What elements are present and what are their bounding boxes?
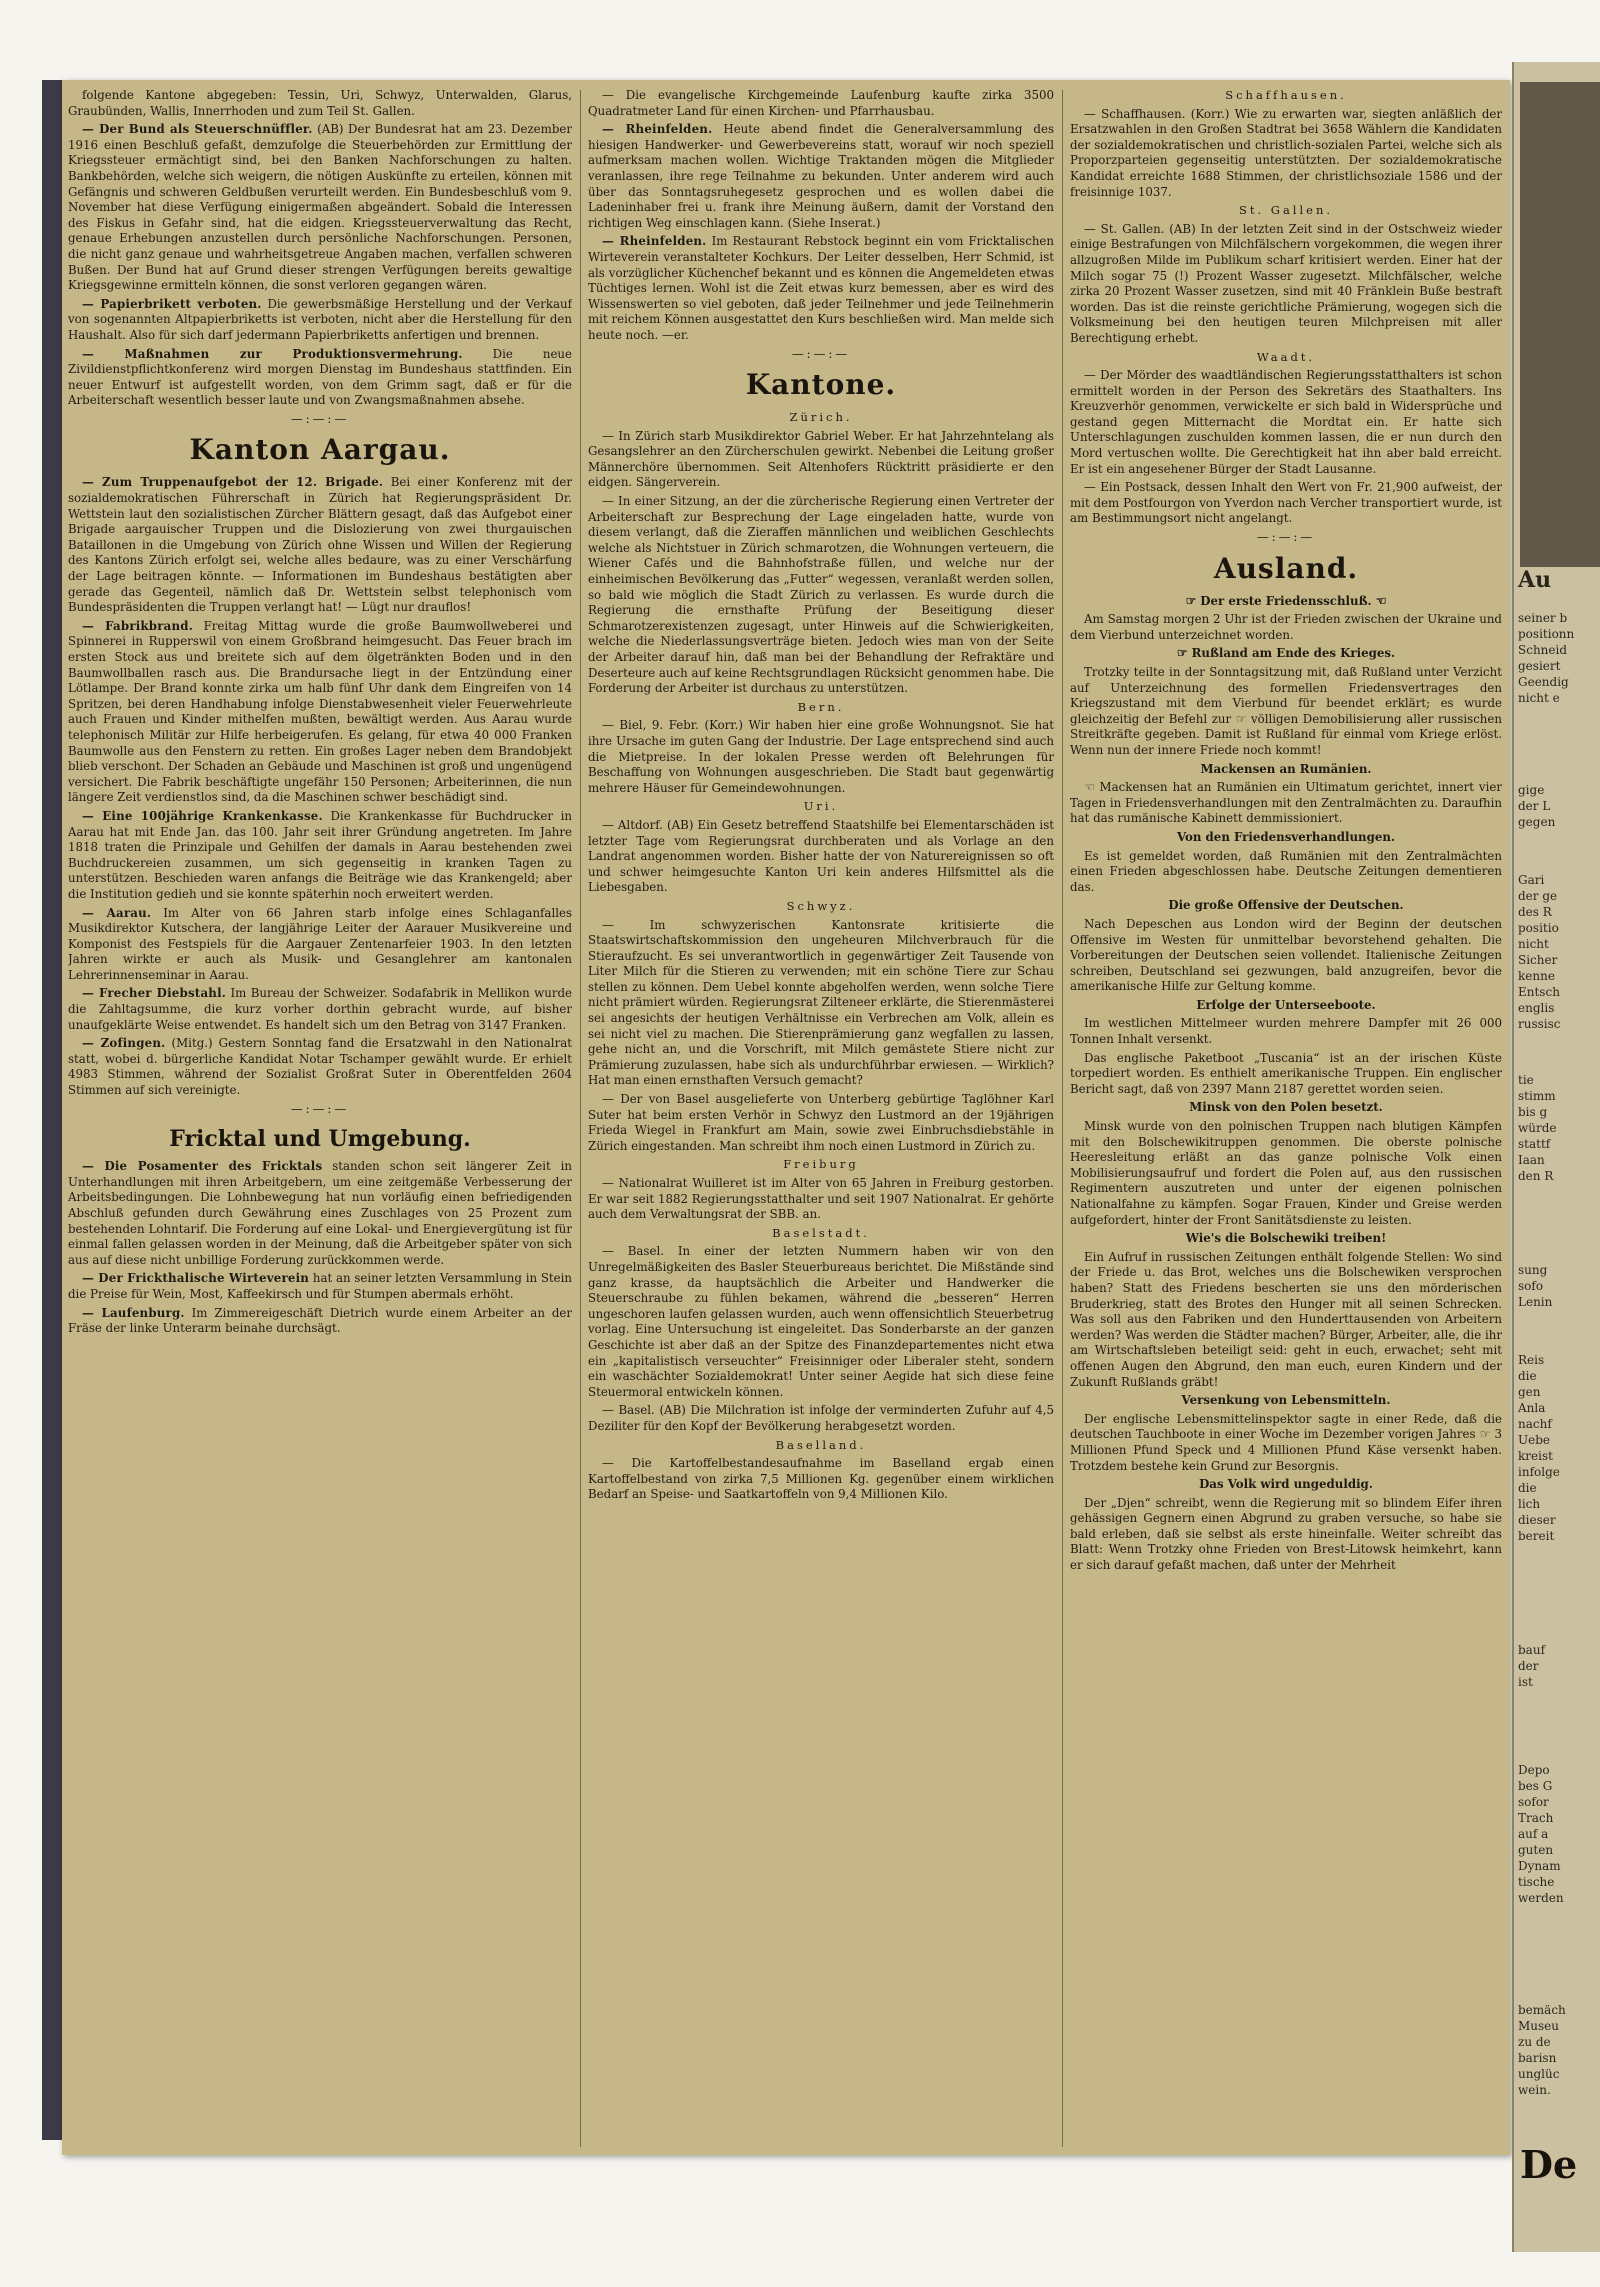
article-heading: — Rheinfelden. [602, 234, 707, 249]
column-rule [580, 90, 581, 2147]
article-text: Der englische Lebensmittelinspektor sagte in einer Rede, daß die deutschen Tauchboote in einer Woche im Dezember vorigen Jahres ☞ 3 Millionen Pfund Speck und 4 Millionen Pfund Käse versenkt haben. Trotzdem bestehe kein Grund zur Besorgnis. [1070, 1411, 1502, 1473]
article-text: Nach Depeschen aus London wird der Beginn der deutschen Offensive im Westen für unmittelbar bevorstehend gehalten. Die Vorbereitungen der Deutschen seien vollendet. Italienische Zeitungen schreiben, Deutschland sei gezwungen, bald anzugreifen, bevor die amerikanische Hilfe zur Geltung komme. [1070, 916, 1502, 994]
section-title-aargau: Kanton Aargau. [189, 433, 451, 467]
newspaper-page [62, 80, 1510, 2155]
article [588, 122, 1054, 231]
facing-page-fragment: tie stimm bis g würde stattf Iaan den R [1518, 1073, 1557, 1183]
article-text: folgende Kantone abgegeben: Tessin, Uri, Schwyz, Unterwalden, Glarus, Graubünden, Wallis, Innerrhoden und zum Teil St. Gallen. [68, 88, 572, 118]
article-text: (AB) Der Bundesrat hat am 23. Dezember 1916 einen Beschluß gefaßt, demzufolge die Steuerbehörden zur Ermittlung der Kriegssteuer ermächtigt sind, bei den Banken Nachforschungen zu halten. Bankbehörden, welche sich weigern, die nötigen Auskünfte zu erteilen, können mit Gefängnis und schweren Geldbußen verurteilt werden. Ein Bundesbeschluß vom 9. November hat diese Verfügung einigermaßen abgeändert. Sobald die Interessen des Fiskus in Gefahr sind, hat die eidgen. Kriegssteuerverwaltung das Recht, genaue Erhebungen anzustellen durch persönliche Nachforschungen. Personen, die nicht ganz genaue und wahrheitsgetreue Angaben machen, verfallen schweren Bußen. Der Bund hat auf Grund dieser strengen Verfügungen bereits gewaltige Kriegsgewinne ermitteln können, die sonst verloren gegangen wären. [68, 122, 572, 293]
facing-page-fragment: Depo bes G sofor Trach auf a guten Dynam tische werden [1518, 1763, 1564, 1905]
article-text: Die neue Zivildienstpflichtkonferenz wird morgen Dienstag im Bundeshaus stattfinden. Ein neuer Entwurf ist aufgestellt worden, von dem Grimm sagt, daß er für die Arbeiterschaft wesentlich besser laute und von Zwangsmaßnahmen absehe. [68, 346, 572, 408]
article-text: Das englische Paketboot „Tuscania“ ist an der irischen Küste torpediert worden. Es enthielt amerikanische Truppen. Ein englischer Bericht sagt, daß von 2397 Mann 2187 gerettet worden seien. [1070, 1050, 1502, 1096]
article-subheading: Das Volk wird ungeduldig. [1199, 1477, 1373, 1492]
section-title-fricktal: Fricktal und Umgebung. [169, 1126, 471, 1153]
article [68, 1036, 572, 1098]
article-text: Im Alter von 66 Jahren starb infolge eines Schlaganfalles Musikdirektor Kutschera, der langjährige Leiter der Aarauer Musikvereine und Komponist des Festspiels für die Aargauer Zentenarfeier 1903. In den letzten Jahren wirkte er auch als Musik- und Gesanglehrer am kantonalen Lehrerinnenseminar in Aarau. [68, 905, 572, 982]
facing-page-fragment: Gari der ge des R positio nicht Sicher kenne Entsch englis russisc [1518, 873, 1561, 1031]
article-text: — In einer Sitzung, an der die zürcherische Regierung einen Vertreter der Arbeiterschaft zur Besprechung der Lage eingeladen hatte, wurde von diesem verlangt, daß die Zieraffen männlichen und weiblichen Geschlechts welche als Nichtstuer in Zürich schmarotzen, die Wohnungen verteuern, die Wiener Cafés und die Bahnhofstraße füllen, und welche nur der einheimischen Bevölkerung das „Futter“ wegessen, veranlaßt werden sollen, so bald wie möglich die Stadt Zürich zu verlassen. Es wurde durch die Regierung die ernsthafte Prüfung der Beseitigung dieser Schmarotzerexistenzen zugesagt, unter Hinweis auf die Schwierigkeiten, welche die Niederlassungsverträge bieten. Jedoch wies man von der Seite der Arbeiter darauf hin, daß man bei der Behandlung der Refraktäre und Deserteure auch auf keine Rechtsgrundlagen Rücksicht genommen habe. Die Forderung der Arbeiter ist durchaus zu unterstützen. [588, 494, 1054, 696]
canton-heading: Waadt. [1256, 349, 1316, 364]
article [68, 122, 572, 294]
article-text: Heute abend findet die Generalversammlung des hiesigen Handwerker- und Gewerbevereins statt, worauf wir noch speziell aufmerksam machen wollen. Wichtige Traktanden mögen die Mitglieder veranlassen, ihre rege Teilnahme zu bekunden. Unter anderem wird auch über das Sonntagsruhegesetz gesprochen und es wollen dabei die Ladeninhaber frei u. frank ihre Meinung äußern, damit der Vorstand den richtigen Weg einschlagen kann. (Siehe Inserat.) [588, 122, 1054, 230]
section-separator: —:—:— [791, 346, 851, 361]
column-1 [68, 88, 572, 2147]
article-text: Minsk wurde von den polnischen Truppen nach blutigen Kämpfen mit den Bolschewikitruppen genommen. Die oberste polnische Heeresleitung erläßt an das ganze polnische Volk einen Mobilisierungsaufruf und fordert die Polen auf, aus den russischen Regimentern auszutreten und unter der eigenen polnischen Nationalfahne zu kämpfen. Sogar Frauen, Kinder und Greise werden aufgefordert, hinter der Front Sanitätsdienste zu leisten. [1070, 1119, 1502, 1227]
article-heading: — Die Posamenter des Fricktals [82, 1159, 323, 1174]
facing-page-fragment: De [1520, 2142, 1578, 2187]
article-text: Im Bureau der Schweizer. Sodafabrik in Mellikon wurde die Zahltagsumme, die kurz vorher dorthin gebracht wurde, auf bisher unaufgeklärte Weise entwendet. Es handelt sich um den Betrag von 3147 Franken. [68, 986, 572, 1032]
facing-page-edge [1512, 62, 1600, 2252]
article [588, 234, 1054, 343]
facing-page-fragment: Reis die gen Anla nachf Uebe kreist infolge die lich dieser bereit [1518, 1353, 1560, 1543]
article-heading: — Zum Truppenaufgebot der 12. Brigade. [82, 475, 384, 490]
article-text: — Basel. (AB) Die Milchration ist infolge der verminderten Zufuhr auf 4,5 Deziliter für den Kopf der Bevölkerung herabgesetzt worden. [588, 1403, 1054, 1433]
article-subheading: Versenkung von Lebensmitteln. [1181, 1393, 1391, 1408]
article-text: — Biel, 9. Febr. (Korr.) Wir haben hier eine große Wohnungsnot. Sie hat ihre Ursache im guten Gang der Industrie. Der Lage entsprechend sind auch die Mietpreise. In der lokalen Presse werden oft Belehrungen für Beschaffung von Wohnungen ausgeschrieben. Die Stadt baut gegenwärtig mehrere Häuser für Gemeindewohnungen. [588, 718, 1054, 795]
article-subheading: Minsk von den Polen besetzt. [1189, 1100, 1383, 1115]
canton-heading: Uri. [803, 799, 839, 814]
article-text: Der „Djen“ schreibt, wenn die Regierung mit so blindem Eifer ihren gehässigen Gegnern einen Abgrund zu graben versuche, so habe sie bald erleben, daß sie selbst als erste hineinfalle. Weiter schreibt das Blatt: Wenn Trotzky ohne Frieden von Brest-Litowsk heimkehrt, kann er sich darauf gefaßt machen, daß unter der Mehrheit [1070, 1495, 1502, 1573]
article [68, 1271, 572, 1302]
facing-page-fragment: bemäch Museu zu de barisn unglüc wein. [1518, 2003, 1566, 2097]
facing-page-fragment: gige der L gegen [1518, 783, 1556, 829]
section-separator: —:—:— [290, 1101, 350, 1116]
article-text: hat an seiner letzten Versammlung in Stein die Preise für Wein, Most, Kaffeekirsch und für Stumpen abermals erhöht. [68, 1271, 572, 1301]
section-title-kantone: Kantone. [745, 368, 897, 402]
article-text: — Die Kartoffelbestandesaufnahme im Baselland ergab einen Kartoffelbestand von zirka 7,5 Millionen Kg. gegenüber einem wirklichen Bedarf an Speise- und Saatkartoffeln von 9,4 Millionen Kilo. [588, 1456, 1054, 1502]
article-text: Bei einer Konferenz mit der sozialdemokratischen Führerschaft in Zürich hat Regierungspräsident Dr. Wettstein laut den sozialistischen Zürcher Blättern gesagt, daß das Aufgebot einer Brigade aargauischer Truppen und die Dislozierung von zwei thurgauischen Bataillonen in die Umgebung von Zürich ohne Wissen und Willen der Regierung des Kantons Zürich erfolgt sei, welche alles bedaure, was zu einer Verschärfung der Lage beitragen könnte. — Informationen im Bundeshaus bestätigten aber gerade das Gegenteil, nämlich daß Dr. Wettstein selbst telephonisch vom Bundespräsidenten die Truppen verlangt hat! — Lügt nur drauflos! [68, 475, 572, 615]
article-text: — Basel. In einer der letzten Nummern haben wir von den Unregelmäßigkeiten des Basler Steuerbureaus berichtet. Die Mißstände sind ganz krasse, da hauptsächlich die Arbeiter und Handwerker die Steuerschraube zu fühlen bekamen, während die „besseren“ Herren ungeschoren laufen gelassen wurden, auch wenn offensichtlich Steuerbetrug vorlag. Eine Untersuchung ist eingeleitet. Das Sonderbarste an der ganzen Geschichte ist aber daß an der Spitze des Finanzdepartementes nicht etwa ein „kapitalistisch verseuchter“ Freisinniger oder Liberaler steht, sondern ein waschächter Sozialdemokrat! Unter seiner Aegide hat sich diese feine Steuermoral entwickeln können. [588, 1244, 1054, 1399]
canton-heading: Baselstadt. [772, 1225, 870, 1240]
article-heading: — Rheinfelden. [602, 122, 713, 137]
article [68, 1159, 572, 1268]
article-text: Freitag Mittag wurde die große Baumwollweberei und Spinnerei in Rupperswil von einem Großbrand heimgesucht. Das Feuer brach im ersten Stock aus und breitete sich auf dem ölgetränkten Boden und in den Baumwollballen rasch aus. Die Brandursache liegt in der Entzündung einer Lötlampe. Der Brand konnte zirka um halb fünf Uhr dank dem Eingreifen von 14 Spritzen, bei deren Handhabung infolge Dienstabwesenheit vieler Feuerwehrleute auch Frauen und Kinder mithelfen mußten, bewältigt werden. Aus Aarau wurde telephonisch Militär zur Hilfe herbeigerufen. Es gelang, für etwa 40 000 Franken Baumwolle aus den Fenstern zu retten. Ein großes Lager neben dem Brandobjekt blieb verschont. Der Schaden an Gebäude und Maschinen ist groß und ungenügend versichert. Die Fabrik beschäftigte ungefähr 150 Personen; Arbeiterinnen, die nun längere Zeit verdienstlos sind, da die Maschinen schwer beschädigt sind. [68, 618, 572, 805]
article-text: — In Zürich starb Musikdirektor Gabriel Weber. Er hat Jahrzehntelang als Gesangslehrer an den Zürcherschulen gewirkt. Nebenbei die Leitung großer Männerchöre übernommen. Seit Altenhofers Rücktritt präsidierte er den eidgen. Sängerverein. [588, 428, 1054, 490]
canton-heading: Baselland. [775, 1437, 867, 1452]
article-text: Am Samstag morgen 2 Uhr ist der Frieden zwischen der Ukraine und dem Vierbund unterzeichnet worden. [1070, 612, 1502, 642]
article-text: — St. Gallen. (AB) In der letzten Zeit sind in der Ostschweiz wieder einige Bestrafungen von Milchfälschern vorgekommen, die wegen ihrer allzugroßen Milde im Publikum scharf kritisiert werden. Einer hat der Milch sogar 75 (!) Prozent Wasser zugesetzt. Milchfälscher, welche zirka 20 Prozent Wasser zusetzen, sind mit 40 Fränklein Buße bestraft worden. Das ist die reinste gerichtliche Prämierung, wogegen sich die Volksmeinung bei den heutigen teuren Milchpreisen mit aller Berechtigung erhebt. [1070, 221, 1502, 345]
article-heading: — Fabrikbrand. [82, 618, 194, 633]
article-text: Die Krankenkasse für Buchdrucker in Aarau hat mit Ende Jan. das 100. Jahr seit ihrer Gründung angetreten. Im Jahre 1818 traten die Prinzipale und Gehilfen der damals in Aarau bestehenden zwei Buchdruckereien zusammen, um sich gegenseitig in kranken Tagen zu unterstützen. Beschieden waren anfangs die Beiträge wie das Krankengeld; aber die Institution gedieh und sie konnte späterhin noch erweitert werden. [68, 808, 572, 901]
article-subheading: Die große Offensive der Deutschen. [1168, 898, 1404, 913]
canton-heading: St. Gallen. [1238, 203, 1334, 218]
article-text: Im westlichen Mittelmeer wurden mehrere Dampfer mit 26 000 Tonnen Inhalt versenkt. [1070, 1016, 1502, 1047]
section-separator: —:—:— [290, 411, 350, 426]
column-2 [588, 88, 1054, 2147]
article [68, 619, 572, 806]
article-heading: — Aarau. [82, 905, 152, 920]
article-subheading: ☞ Der erste Friedensschluß. ☜ [1185, 593, 1387, 608]
canton-heading: Schaffhausen. [1225, 88, 1347, 102]
article-subheading: Erfolge der Unterseeboote. [1196, 997, 1376, 1012]
article-text: ☜ Mackensen hat an Rumänien ein Ultimatum gerichtet, innert vier Tagen in Friedensverhandlungen mit den Zentralmächten zu. Daraufhin hat das rumänische Kabinett demmissioniert. [1070, 780, 1502, 826]
article-text: — Der von Basel ausgelieferte von Unterberg gebürtige Taglöhner Karl Suter hat beim ersten Verhör in Schwyz den Lustmord an der 19jährigen Frieda Wiegel in Frankfurt am Main, sowie zwei Einbruchsdiebstähle in Zürich eingestanden. Man schreibt ihm noch einen Lustmord in Zürich zu. [588, 1092, 1054, 1153]
article [68, 475, 572, 615]
article-heading: — Frecher Diebstahl. [82, 986, 227, 1001]
article-text: Im Restaurant Rebstock beginnt ein vom Fricktalischen Wirteverein veranstalteter Kochkurs. Der Leiter desselben, Herr Schmid, ist als vorzüglicher Küchenchef bekannt und es können die Angemeldeten etwas Tüchtiges lernen. Wohl ist die Zeit etwas kurz bemessen, aber es wird des Wissenswerten so viel geboten, daß jeder Teilnehmer und jede Teilnehmerin mit reichem Können ausgestattet den Kurs beschließen wird. Man melde sich heute noch. —er. [588, 234, 1054, 342]
article-text: Die gewerbsmäßige Herstellung und der Verkauf von sogenannten Altpapierbriketts ist verboten, nicht aber die Herstellung für den Haushalt. Also für sich darf jedermann Papierbriketts anfertigen und brennen. [68, 296, 572, 342]
facing-page-image [1520, 82, 1600, 567]
canton-heading: Zürich. [789, 410, 853, 425]
article-text: — Der Mörder des waadtländischen Regierungsstatthalters ist schon ermittelt worden in der Person des Sekretärs des Staathalters. Ins Kreuzverhör genommen, verwickelte er sich bald in Widersprüche und gestand gegen Mitternacht die Mordtat ein. Er hatte sich Unterschlagungen zuschulden kommen lassen, die er nun durch den Mord vertuschen wollte. Die Gerechtigkeit hat ihn aber bald erreicht. Er ist ein angesehener Bürger der Stadt Lausanne. [1070, 368, 1502, 476]
article-heading: — Der Bund als Steuerschnüffler. [82, 122, 313, 137]
facing-page-fragment: seiner b positionn Schneid gesiert Geendig nicht e [1518, 611, 1575, 705]
article-subheading: ☞ Rußland am Ende des Krieges. [1176, 646, 1396, 661]
article-text: Im Zimmereigeschäft Dietrich wurde einem Arbeiter an der Fräse der linke Unterarm beinahe durchsägt. [68, 1305, 572, 1336]
facing-page-fragment: sung sofo Lenin [1518, 1263, 1553, 1309]
article-subheading: Wie's die Bolschewiki treiben! [1185, 1231, 1387, 1246]
article [68, 809, 572, 903]
article-text: — Nationalrat Wuilleret ist im Alter von 65 Jahren in Freiburg gestorben. Er war seit 1882 Regierungsstatthalter und seit 1907 Nationalrat. Er gehörte auch dem Verwaltungsrat der SBB. an. [588, 1176, 1054, 1222]
canton-heading: Bern. [797, 699, 845, 714]
facing-page-fragment: bauf der ist [1518, 1643, 1546, 1689]
column-3 [1070, 88, 1502, 2147]
article [68, 297, 572, 344]
canton-heading: Freiburg [783, 1157, 859, 1172]
article-subheading: Mackensen an Rumänien. [1200, 761, 1372, 776]
column-rule [1062, 90, 1063, 2147]
article-text: Trotzky teilte in der Sonntagsitzung mit, daß Rußland unter Verzicht auf Unterzeichnung des formellen Friedensvertrages den Kriegszustand mit dem Vierbund für beendet erklärt; es wurde gleichzeitig der Befehl zur ☞ völligen Demobilisierung aller russischen Streitkräfte gegeben. Damit ist Rußland für einmal vom Kriege erlöst. Wenn nun der innere Friede noch kommt! [1070, 665, 1502, 757]
article-heading: — Zofingen. [82, 1036, 166, 1051]
canton-heading: Schwyz. [786, 898, 856, 913]
article-text: standen schon seit längerer Zeit in Unterhandlungen mit ihren Arbeitgebern, um eine zeitgemäße Verbesserung der Arbeitsbedingungen. Die Lohnbewegung hat nun vorläufig einen befriedigenden Abschluß gefunden durch Gewährung eines Zuschlages von 25 Prozent zum bestehenden Lohntarif. Die Forderung auf eine Lokal- und Energievergütung ist für einmal fallen gelassen worden in der Meinung, daß die Arbeitgeber später von sich aus auf diese nicht unbillige Forderung zurückkommen werde. [68, 1159, 572, 1267]
article-text: (Mitg.) Gestern Sonntag fand die Ersatzwahl in den Nationalrat statt, wobei d. bürgerliche Kandidat Notar Tschamper gewählt wurde. Er erhielt 4983 Stimmen, während der Sozialist Großrat Suter in Oberentfelden 2604 Stimmen auf sich vereinigte. [68, 1036, 572, 1098]
article-text: — Im schwyzerischen Kantonsrate kritisierte die Staatswirtschaftskommission den ungeheuren Milchverbrauch für die Stieraufzucht. Es sei unverantwortlich in gegenwärtiger Zeit Tausende von Liter Milch für die Stieren zu verwenden; mit ein schöne Tiere zur Schau stellen zu können. Dem Uebel konnte abgeholfen werden, wenn solche Tiere nicht prämiert würden. Regierungsrat Zilteneer erklärte, die Stierenmästerei sei angesichts der heutigen Verhältnisse ein Verbrechen am Volk, allein es sei nicht viel zu machen. Die Stierenprämierung ganz wegfallen zu lassen, gehe nicht an, und die Vorschrift, mit Milch gemästete Stiere nicht zur Prämierung zuzulassen, habe sich als undurchführbar erwiesen. — Wirklich? Hat man einen ernsthaften Versuch gemacht? [588, 917, 1054, 1088]
article-subheading: Von den Friedensverhandlungen. [1176, 829, 1396, 844]
article-heading: — Papierbrikett verboten. [82, 296, 262, 311]
section-title-ausland: Ausland. [1213, 551, 1359, 585]
article-heading: — Laufenburg. [82, 1305, 185, 1320]
article [68, 906, 572, 984]
facing-page-fragment: Au [1518, 567, 1552, 593]
article-text: — Altdorf. (AB) Ein Gesetz betreffend Staatshilfe bei Elementarschäden ist letzter Tage vom Regierungsrat durchberaten und als Vorlage an den Landrat angenommen worden. Bisher hatte der von Naturereignissen so oft und schwer heimgesuchte Kanton Uri kein anderes Hilfsmittel als die Liebesgaben. [588, 817, 1054, 895]
article-text: — Ein Postsack, dessen Inhalt den Wert von Fr. 21,900 aufweist, der mit dem Postfourgon von Yverdon nach Vercher transportiert wurde, ist am Bestimmungsort nicht angelangt. [1070, 480, 1502, 526]
article [68, 986, 572, 1033]
article-text: — Die evangelische Kirchgemeinde Laufenburg kaufte zirka 3500 Quadratmeter Land für einen Kirchen- und Pfarrhausbau. [588, 88, 1054, 118]
article-text: — Schaffhausen. (Korr.) Wie zu erwarten war, siegten anläßlich der Ersatzwahlen in den Großen Stadtrat bei 3658 Wählern die Kandidaten der sozialdemokratischen und christlich-sozialen Partei, welche sich als Proporzparteien gegenseitig unterstützten. Der sozialdemokratische Kandidat erreichte 1688 Stimmen, der christlichsoziale 1586 und der freisinnige 1037. [1070, 106, 1502, 199]
section-separator: —:—:— [1256, 530, 1316, 545]
article-text: Ein Aufruf in russischen Zeitungen enthält folgende Stellen: Wo sind der Friede u. das Brot, welches uns die Bolschewiken versprochen haben? Statt des Friedens bescherten sie uns den mörderischen Bruderkrieg, statt des Brotes den Hunger mit all seinen Schrecken. Was soll aus den Fabriken und den Hunderttausenden von Arbeitern werden? Was werden die Städter machen? Bürger, Arbeiter, alle, die ihr am Wirtschaftsleben beteiligt seid: geht in euch, erwachet; seht mit offenen Augen den Abgrund, den man euch, euren Kindern und der Zukunft Rußlands gräbt! [1070, 1249, 1502, 1389]
article-heading: — Maßnahmen zur Produktionsvermehrung. [82, 346, 463, 361]
article-heading: — Der Frickthalische Wirteverein [82, 1271, 310, 1286]
article [68, 1306, 572, 1337]
article [68, 347, 572, 409]
article-text: Es ist gemeldet worden, daß Rumänien mit den Zentralmächten einen Frieden abgeschlossen habe. Deutsche Zeitungen dementieren das. [1070, 848, 1502, 894]
article-heading: — Eine 100jährige Krankenkasse. [82, 808, 323, 823]
